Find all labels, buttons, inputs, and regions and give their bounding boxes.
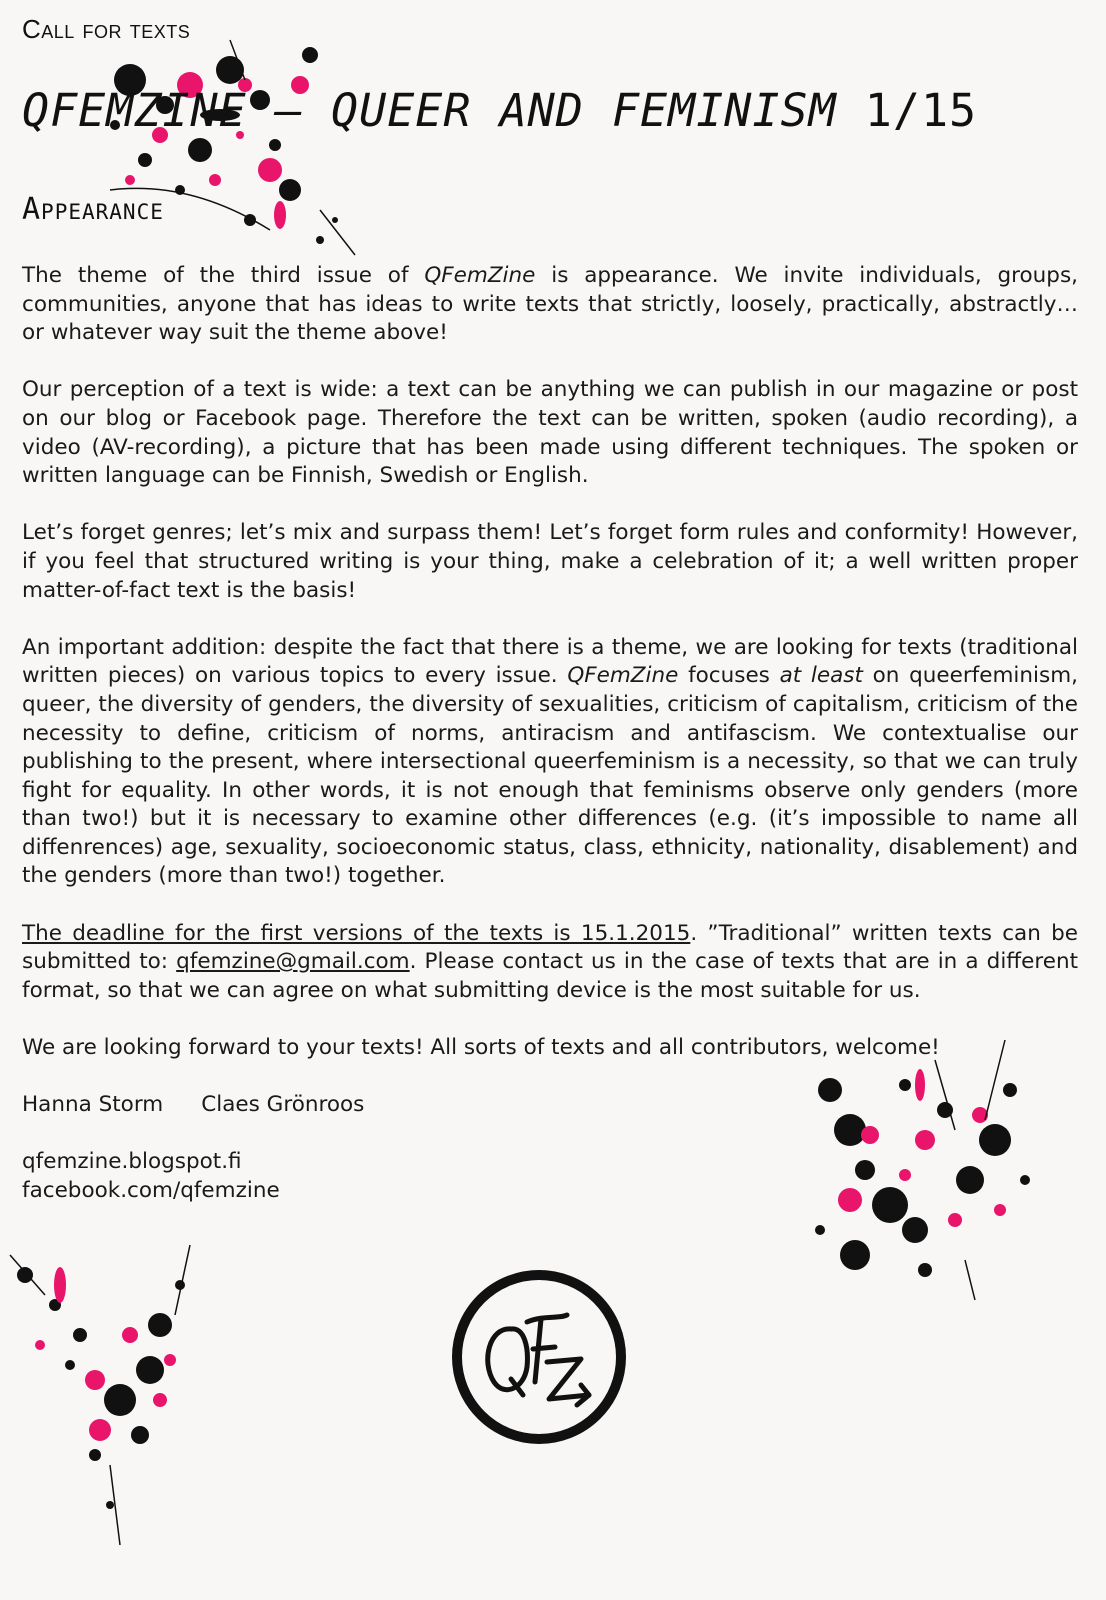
deadline-text: The deadline for the first versions of the texts is 15.1.2015 <box>22 920 691 946</box>
paragraph-welcome: We are looking forward to your texts! All sorts of texts and all contributors, welcome! <box>22 1035 940 1061</box>
signature-name: Hanna Storm <box>22 1092 164 1118</box>
paragraph-text-definition: Our perception of a text is wide: a text can be anything we can publish in our magazine or post on our blog or Facebook page. Therefore the text can be written, spoken (audio recording), a video (AV-recording), a picture that has been made using different techniques. The spoken or written language can be Finnish, Swedish or English. <box>22 377 1078 489</box>
signature-name: Claes Grönroos <box>201 1092 365 1118</box>
paint-splatter-top <box>70 30 370 270</box>
zine-name-emphasis: QFemZine <box>424 263 536 288</box>
call-for-texts-kicker: Call for texts <box>22 14 191 44</box>
at-least-emphasis: at least <box>779 663 863 689</box>
title-issue-number: 1/15 <box>836 84 978 137</box>
paragraph-deadline: The deadline for the first versions of the texts is 15.1.2015. ”Traditional” written texts can be submitted to: qfemzine@gmail.com. Please contact us in the case of texts that are in a different format, so that we can agree on what submitting device is the most suitable for us. <box>22 920 1078 1003</box>
page-title <box>22 84 977 137</box>
section-heading: Appearance <box>22 192 164 227</box>
paragraph-theme: The theme of the third issue of QFemZine is appearance. We invite individuals, groups, communities, anyone that has ideas to write texts that strictly, loosely, practically, abstractly… or whatever way suit the theme above! <box>22 263 1078 346</box>
contact-links <box>22 1148 1078 1205</box>
paragraph-genres: Let’s forget genres; let’s mix and surpass them! Let’s forget form rules and conformity! However, if you feel that structured writing is your thing, make a celebration of it; a well written proper matter-of-fact text is the basis! <box>22 520 1078 603</box>
email-link[interactable]: qfemzine@gmail.com <box>176 949 410 975</box>
title-zine-name: QFEMZINE – QUEER AND FEMINISM <box>22 84 837 137</box>
paint-splatter-left <box>0 1225 220 1555</box>
facebook-link[interactable]: facebook.com/qfemzine <box>22 1178 280 1203</box>
blog-link[interactable]: qfemzine.blogspot.fi <box>22 1149 242 1175</box>
body-text <box>22 262 1078 1206</box>
signatures <box>22 1091 1078 1120</box>
qfz-logo <box>449 1267 629 1447</box>
paragraph-topics: An important addition: despite the fact that there is a theme, we are looking for texts (traditional written pieces) on various topics to every issue. QFemZine focuses at least on queerfeminism, queer, the diversity of genders, the diversity of sexualities, criticism of capitalism, criticism of the necessity to define, criticism of norms, antiracism and antifascism. We contextualise our publishing to the present, where intersectional queerfeminism is a necessity, so that we can truly fight for equality. In other words, it is not enough that feminisms observe only genders (more than two!) but it is necessary to examine other differences (e.g. (it’s impossible to name all diffenrences) age, sexuality, socioeconomic status, class, ethnicity, nationality, disablement) and the genders (more than two!) together. <box>22 634 1078 889</box>
zine-name-emphasis: QFemZine <box>567 663 679 689</box>
